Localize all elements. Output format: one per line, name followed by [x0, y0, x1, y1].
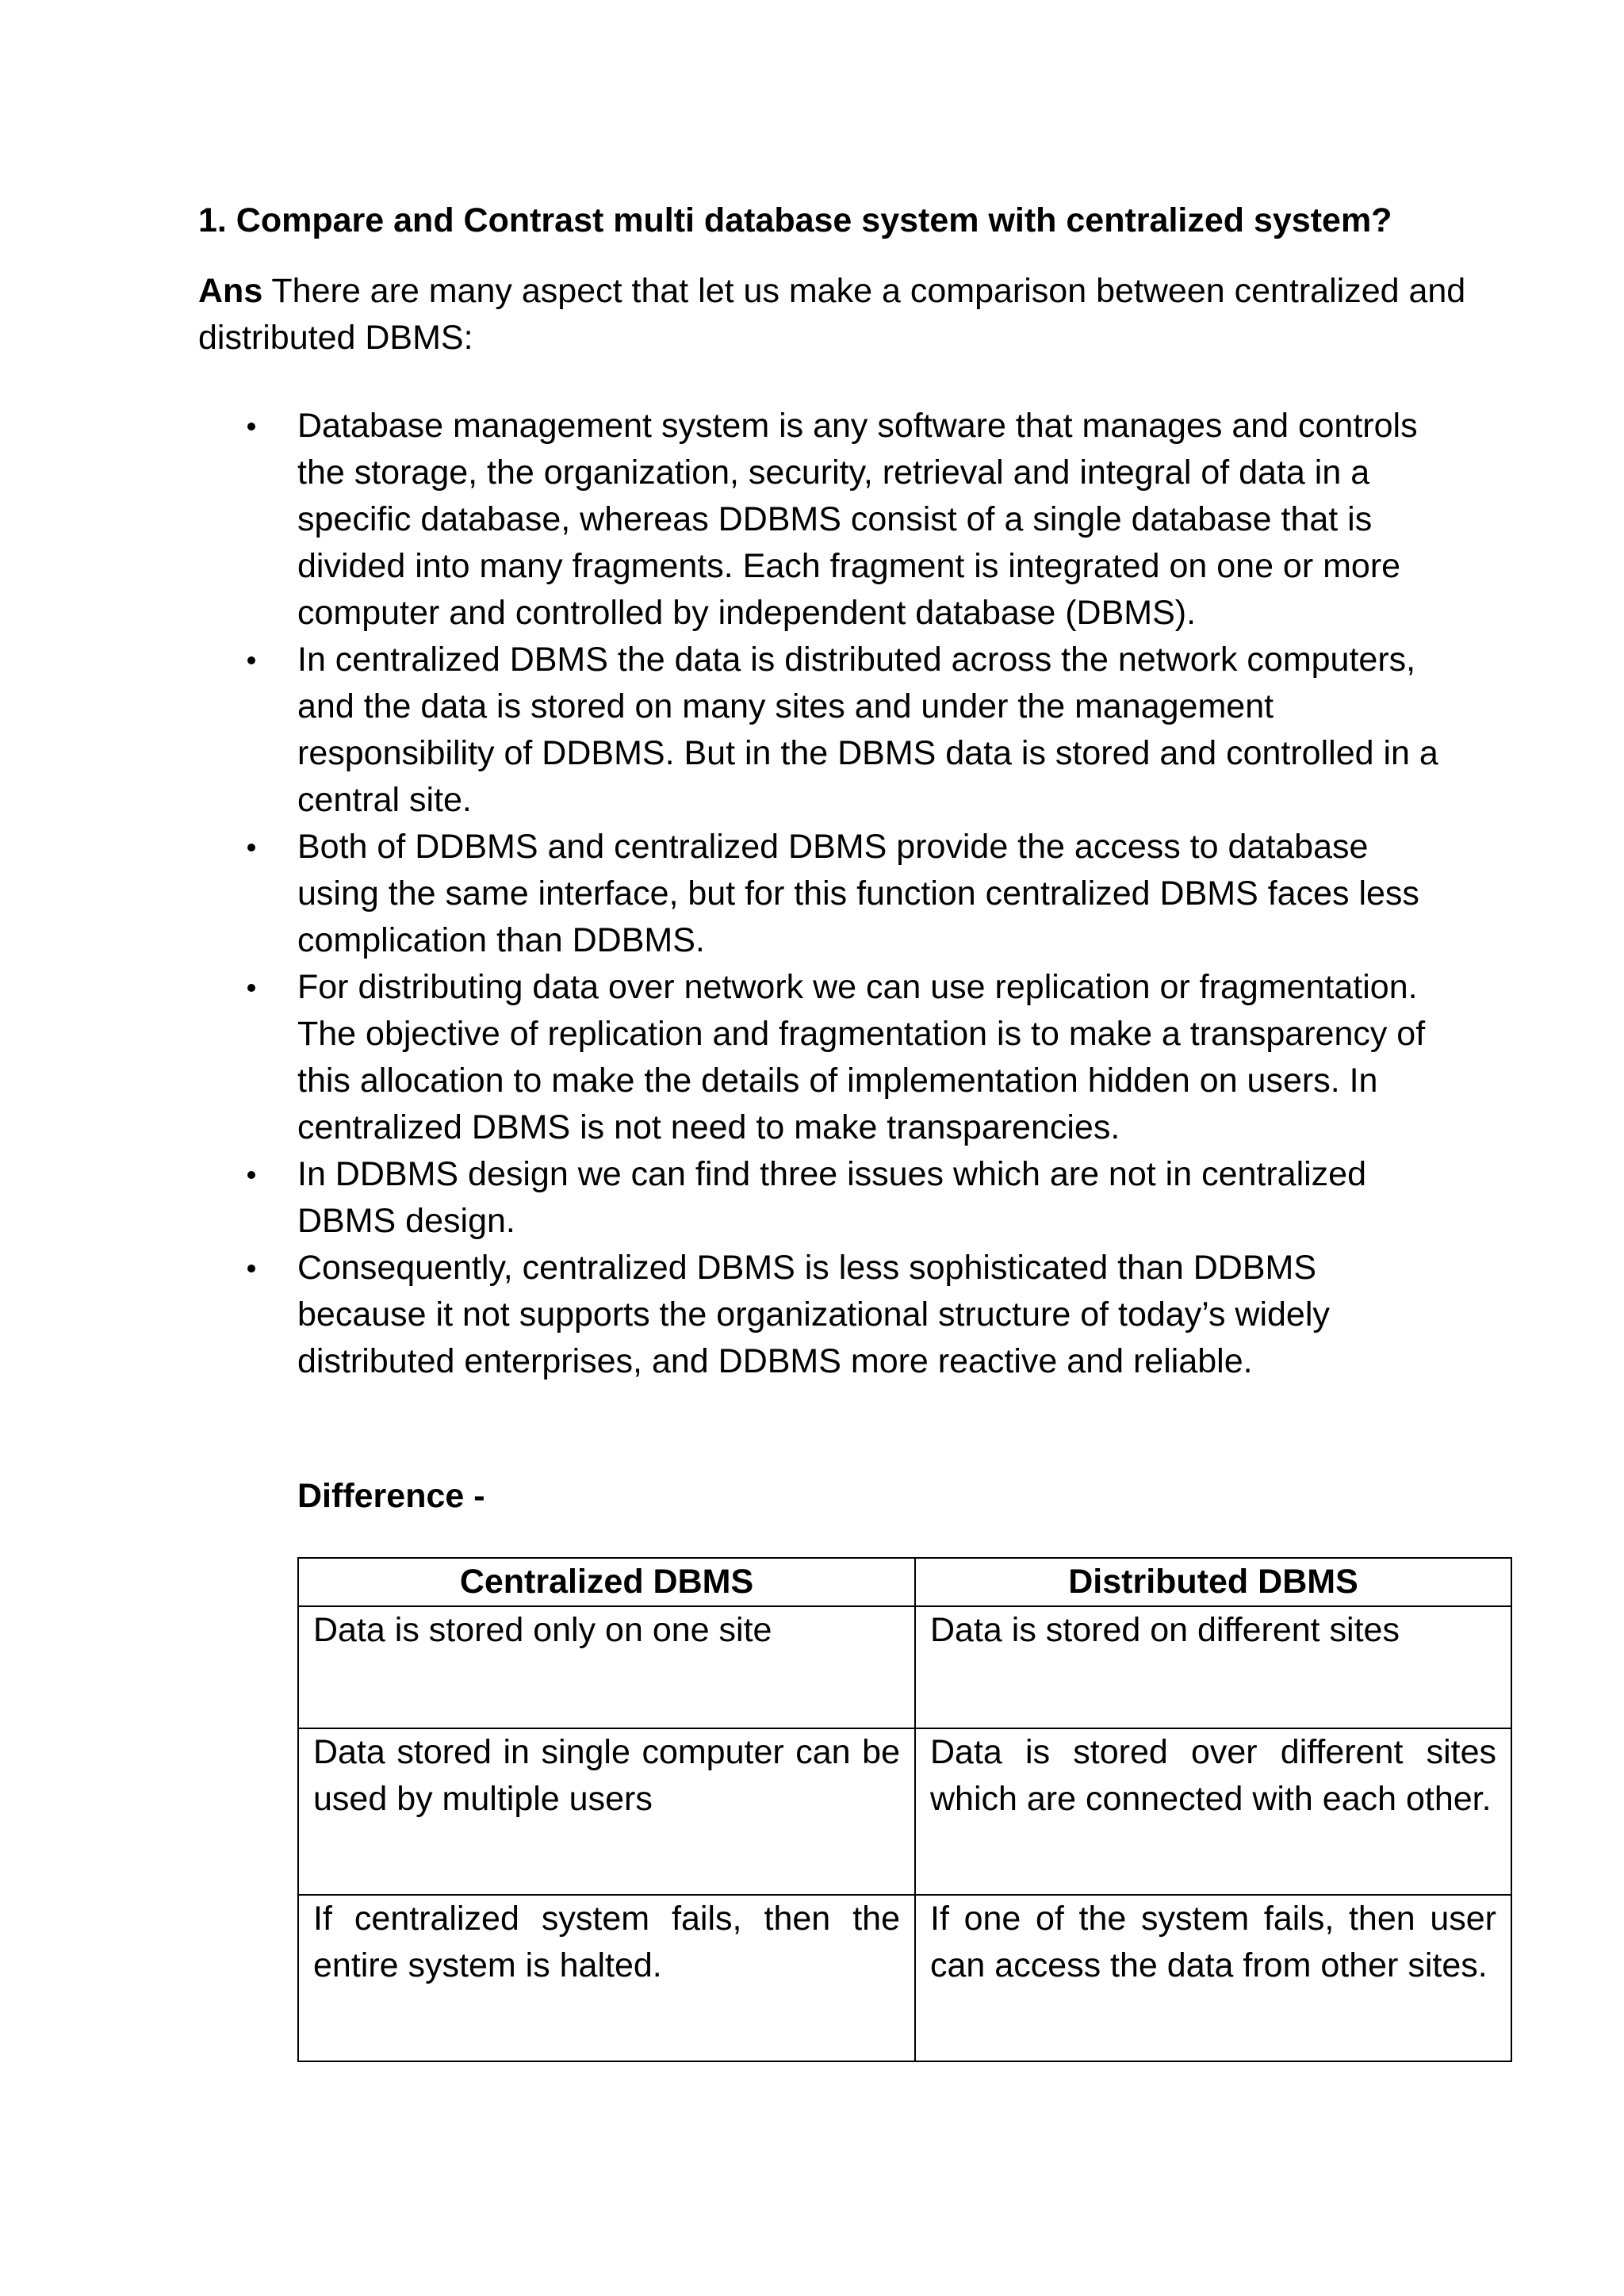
bullet-text: In DDBMS design we can find three issues which are not in centralized DBMS design.	[297, 1155, 1367, 1240]
answer-label: Ans	[198, 272, 263, 310]
table-cell-centralized: Data stored in single computer can be used by multiple users	[298, 1728, 915, 1895]
bullet-dot-icon	[247, 656, 255, 664]
bullet-text: For distributing data over network we can use replication or fragmentation. The objective of replication and fragmentation is to make a transparency of this allocation to make the details of implementation hidden on users. In centralized DBMS is not need to make transparencies.	[297, 968, 1426, 1146]
bullet-item	[198, 964, 1451, 1151]
table-row	[298, 1728, 1511, 1895]
question-heading: 1. Compare and Contrast multi database system with centralized system?	[198, 201, 1392, 239]
bullet-item	[198, 403, 1451, 637]
table-row	[298, 1606, 1511, 1728]
bullet-dot-icon	[247, 1171, 255, 1179]
header-distributed: Distributed DBMS	[915, 1558, 1511, 1606]
table-cell-distributed: Data is stored on different sites	[915, 1606, 1511, 1728]
bullet-dot-icon	[247, 1265, 255, 1272]
difference-heading: Difference -	[297, 1477, 485, 1515]
table-cell-centralized: Data is stored only on one site	[298, 1606, 915, 1728]
comparison-table	[297, 1557, 1512, 2062]
bullet-text: Both of DDBMS and centralized DBMS provide the access to database using the same interface, but for this function centralized DBMS faces less complication than DDBMS.	[297, 828, 1419, 959]
table-cell-distributed: If one of the system fails, then user can access the data from other sites.	[915, 1895, 1511, 2061]
bullet-item	[198, 824, 1451, 964]
bullet-item	[198, 1151, 1451, 1245]
answer-paragraph	[198, 268, 1467, 362]
bullet-dot-icon	[247, 984, 255, 992]
header-centralized: Centralized DBMS	[298, 1558, 915, 1606]
bullet-item	[198, 637, 1451, 824]
bullet-list	[198, 403, 1451, 1385]
answer-intro: There are many aspect that let us make a comparison between centralized and distributed DBMS:	[198, 272, 1466, 357]
bullet-item	[198, 1245, 1451, 1385]
bullet-text: In centralized DBMS the data is distributed across the network computers, and the data is stored on many sites and under the management responsibility of DDBMS. But in the DBMS data is stored and controlled in a central site.	[297, 641, 1438, 819]
bullet-dot-icon	[247, 423, 255, 430]
table-row	[298, 1895, 1511, 2061]
table-cell-centralized: If centralized system fails, then the entire system is halted.	[298, 1895, 915, 2061]
table-header-row	[298, 1558, 1511, 1606]
bullet-dot-icon	[247, 844, 255, 851]
bullet-text: Database management system is any software that manages and controls the storage, the organization, security, retrieval and integral of data in a specific database, whereas DDBMS consist of a single database that is divided into many fragments. Each fragment is integrated on one or more computer and controlled by independent database (DBMS).	[297, 407, 1418, 632]
table-cell-distributed: Data is stored over different sites which are connected with each other.	[915, 1728, 1511, 1895]
bullet-text: Consequently, centralized DBMS is less sophisticated than DDBMS because it not supports the organizational structure of today’s widely distributed enterprises, and DDBMS more reactive and reliable.	[297, 1249, 1330, 1380]
